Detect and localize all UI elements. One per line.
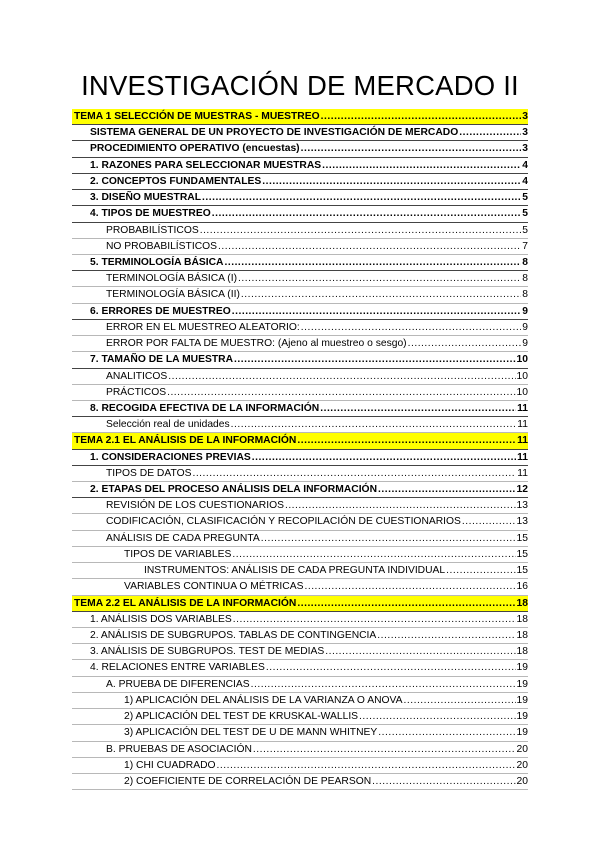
toc-entry-page-number: 11: [517, 435, 528, 447]
toc-entry[interactable]: [72, 190, 528, 206]
toc-entry-label: VARIABLES CONTINUA O MÉTRICAS: [124, 581, 304, 593]
toc-entry-label: 4. RELACIONES ENTRE VARIABLES: [90, 662, 265, 674]
toc-entry-label: 5. TERMINOLOGÍA BÁSICA: [90, 256, 224, 268]
toc-dot-leader: [378, 725, 515, 741]
toc-dot-leader: [301, 141, 522, 157]
toc-entry[interactable]: [72, 612, 528, 628]
toc-entry-page-number: 15: [516, 532, 528, 544]
toc-entry-label: 3. DISEÑO MUESTRAL: [90, 192, 201, 204]
toc-entry[interactable]: [72, 158, 528, 174]
toc-entry-page-number: 10: [516, 386, 528, 398]
toc-dot-leader: [231, 417, 517, 433]
toc-entry-label: 8. RECOGIDA EFECTIVA DE LA INFORMACIÓN: [90, 402, 320, 414]
toc-entry-page-number: 7: [522, 240, 528, 252]
toc-entry[interactable]: [72, 287, 528, 303]
toc-dot-leader: [446, 563, 515, 579]
toc-entry-page-number: 15: [516, 565, 528, 577]
toc-entry[interactable]: [72, 758, 528, 774]
toc-entry[interactable]: [72, 450, 528, 466]
table-of-contents: [72, 109, 528, 790]
toc-entry-label: 1. CONSIDERACIONES PREVIAS: [90, 451, 251, 463]
toc-entry-label: Selección real de unidades: [106, 419, 230, 431]
toc-entry-page-number: 19: [516, 662, 528, 674]
toc-dot-leader: [218, 239, 521, 255]
toc-entry-label: 1. RAZONES PARA SELECCIONAR MUESTRAS: [90, 159, 322, 171]
toc-dot-leader: [359, 709, 515, 725]
toc-entry-page-number: 15: [516, 548, 528, 560]
toc-entry[interactable]: [72, 628, 528, 644]
toc-entry[interactable]: [72, 660, 528, 676]
toc-entry-label: INSTRUMENTOS: ANÁLISIS DE CADA PREGUNTA INDIVIDUAL: [144, 565, 446, 577]
toc-dot-leader: [232, 304, 522, 320]
toc-entry-label: A. PRUEBA DE DIFERENCIAS: [106, 678, 250, 690]
toc-entry[interactable]: [72, 336, 528, 352]
toc-entry-page-number: 11: [517, 451, 528, 463]
toc-entry[interactable]: [72, 644, 528, 660]
toc-dot-leader: [322, 158, 521, 174]
toc-entry-page-number: 8: [522, 289, 528, 301]
toc-entry-label: 2. ANÁLISIS DE SUBGRUPOS. TABLAS DE CONTINGENCIA: [90, 630, 377, 641]
toc-entry-label: 2. ETAPAS DEL PROCESO ANÁLISIS DELA INFORMACIÓN: [90, 484, 377, 496]
toc-entry[interactable]: [72, 514, 528, 530]
toc-entry[interactable]: [72, 742, 528, 758]
toc-dot-leader: [224, 255, 521, 271]
toc-entry-label: 3. ANÁLISIS DE SUBGRUPOS. TEST DE MEDIAS: [90, 646, 325, 658]
toc-dot-leader: [167, 385, 515, 401]
toc-dot-leader: [253, 742, 516, 758]
toc-entry-page-number: 5: [522, 224, 528, 236]
toc-entry-page-number: 8: [522, 256, 528, 268]
toc-entry-page-number: 19: [516, 694, 528, 706]
toc-dot-leader: [233, 612, 516, 628]
toc-dot-leader: [297, 433, 516, 449]
toc-dot-leader: [408, 336, 522, 352]
toc-entry[interactable]: [72, 125, 528, 141]
toc-entry-label: ERROR EN EL MUESTREO ALEATORIO:: [106, 321, 300, 333]
toc-dot-leader: [321, 109, 522, 125]
toc-entry-page-number: 8: [522, 273, 528, 285]
toc-entry-page-number: 9: [522, 305, 528, 317]
toc-entry-page-number: 16: [516, 581, 528, 593]
toc-entry[interactable]: [72, 352, 528, 368]
toc-entry-page-number: 18: [516, 646, 528, 658]
toc-entry-page-number: 19: [516, 711, 528, 723]
toc-dot-leader: [252, 450, 516, 466]
toc-dot-leader: [462, 514, 516, 530]
toc-entry-page-number: 11: [517, 419, 528, 431]
toc-entry[interactable]: [72, 223, 528, 239]
toc-entry-page-number: 11: [517, 402, 528, 414]
toc-entry-page-number: 18: [516, 630, 528, 641]
toc-entry-page-number: 11: [517, 467, 528, 479]
toc-chapter-entry[interactable]: [72, 433, 528, 449]
toc-entry-label: 3) APLICACIÓN DEL TEST DE U DE MANN WHITNEY: [124, 727, 378, 739]
toc-entry-label: PROCEDIMIENTO OPERATIVO (encuestas): [90, 143, 300, 155]
toc-dot-leader: [251, 677, 516, 693]
toc-dot-leader: [238, 271, 521, 287]
toc-entry[interactable]: [72, 466, 528, 482]
toc-entry-label: TERMINOLOGÍA BÁSICA (II): [106, 289, 240, 301]
toc-dot-leader: [192, 466, 516, 482]
toc-dot-leader: [325, 644, 515, 660]
toc-entry[interactable]: [72, 385, 528, 401]
toc-entry[interactable]: [72, 206, 528, 222]
toc-entry-page-number: 18: [516, 613, 528, 625]
toc-dot-leader: [372, 774, 515, 790]
toc-entry-page-number: 3: [522, 143, 528, 155]
toc-entry[interactable]: [72, 320, 528, 336]
toc-entry-label: NO PROBABILÍSTICOS: [106, 240, 218, 252]
toc-entry-label: TEMA 2.2 EL ANÁLISIS DE LA INFORMACIÓN: [74, 597, 297, 609]
toc-entry[interactable]: [72, 547, 528, 563]
toc-entry[interactable]: [72, 174, 528, 190]
toc-dot-leader: [320, 401, 516, 417]
toc-entry-label: PROBABILÍSTICOS: [106, 224, 199, 236]
toc-entry[interactable]: [72, 255, 528, 271]
toc-entry-label: 6. ERRORES DE MUESTREO: [90, 305, 231, 317]
toc-entry[interactable]: [72, 401, 528, 417]
toc-entry-label: 1. ANÁLISIS DOS VARIABLES: [90, 613, 232, 625]
toc-dot-leader: [262, 174, 521, 190]
document-title: INVESTIGACIÓN DE MERCADO II: [81, 70, 519, 101]
toc-entry-label: TEMA 2.1 EL ANÁLISIS DE LA INFORMACIÓN: [74, 435, 297, 447]
toc-entry[interactable]: [72, 482, 528, 498]
toc-dot-leader: [378, 482, 516, 498]
toc-entry-label: REVISIÓN DE LOS CUESTIONARIOS: [106, 500, 284, 512]
toc-entry[interactable]: [72, 141, 528, 157]
toc-entry-label: 4. TIPOS DE MUESTREO: [90, 208, 211, 220]
toc-dot-leader: [377, 628, 515, 644]
toc-entry-page-number: 3: [522, 127, 528, 139]
toc-entry-label: PRÁCTICOS: [106, 386, 167, 398]
toc-entry-page-number: 10: [516, 354, 528, 366]
toc-dot-leader: [168, 369, 515, 385]
toc-entry[interactable]: [72, 239, 528, 255]
toc-entry[interactable]: [72, 677, 528, 693]
toc-entry-label: 1) APLICACIÓN DEL ANÁLISIS DE LA VARIANZA O ANOVA: [124, 694, 403, 706]
toc-entry-label: ANÁLISIS DE CADA PREGUNTA: [106, 532, 260, 544]
toc-entry-page-number: 9: [522, 321, 528, 333]
toc-entry-label: SISTEMA GENERAL DE UN PROYECTO DE INVESTIGACIÓN DE MERCADO: [90, 127, 459, 139]
toc-entry[interactable]: [72, 709, 528, 725]
toc-dot-leader: [301, 320, 521, 336]
toc-entry[interactable]: [72, 579, 528, 595]
toc-entry[interactable]: [72, 693, 528, 709]
toc-dot-leader: [234, 352, 516, 368]
toc-dot-leader: [241, 287, 521, 303]
toc-entry-label: 1) CHI CUADRADO: [124, 759, 216, 771]
toc-entry-page-number: 20: [516, 743, 528, 755]
toc-dot-leader: [297, 596, 515, 612]
toc-chapter-entry[interactable]: [72, 596, 528, 612]
toc-entry-label: 2. CONCEPTOS FUNDAMENTALES: [90, 175, 262, 187]
toc-entry-page-number: 13: [516, 500, 528, 512]
toc-entry[interactable]: [72, 531, 528, 547]
toc-entry-page-number: 12: [516, 484, 528, 496]
toc-entry-page-number: 9: [522, 338, 528, 350]
toc-entry-page-number: 3: [522, 111, 528, 122]
toc-dot-leader: [202, 190, 521, 206]
toc-dot-leader: [459, 125, 521, 141]
toc-entry-label: ERROR POR FALTA DE MUESTRO: (Ajeno al muestreo o sesgo): [106, 338, 407, 350]
toc-entry-page-number: 18: [516, 597, 528, 609]
toc-entry-page-number: 19: [516, 727, 528, 739]
toc-dot-leader: [266, 660, 516, 676]
toc-entry-page-number: 20: [516, 759, 528, 771]
toc-entry-label: TEMA 1 SELECCIÓN DE MUESTRAS - MUESTREO: [74, 111, 320, 122]
toc-entry-label: ANALITICOS: [106, 370, 168, 382]
toc-entry[interactable]: [72, 271, 528, 287]
toc-entry[interactable]: [72, 417, 528, 433]
toc-entry-page-number: 5: [522, 192, 528, 204]
toc-dot-leader: [200, 223, 522, 239]
toc-entry-label: 7. TAMAÑO DE LA MUESTRA: [90, 354, 234, 366]
toc-entry-page-number: 4: [522, 159, 528, 171]
toc-dot-leader: [261, 531, 516, 547]
toc-entry-page-number: 4: [522, 175, 528, 187]
toc-dot-leader: [304, 579, 515, 595]
toc-dot-leader: [285, 498, 516, 514]
toc-entry[interactable]: [72, 304, 528, 320]
toc-dot-leader: [212, 206, 522, 222]
toc-entry[interactable]: [72, 369, 528, 385]
toc-entry-label: TIPOS DE DATOS: [106, 467, 192, 479]
toc-entry[interactable]: [72, 498, 528, 514]
toc-entry-page-number: 10: [516, 370, 528, 382]
toc-entry-label: TERMINOLOGÍA BÁSICA (I): [106, 273, 238, 285]
toc-entry-page-number: 5: [522, 208, 528, 220]
toc-dot-leader: [232, 547, 515, 563]
toc-entry[interactable]: [72, 563, 528, 579]
toc-dot-leader: [217, 758, 516, 774]
toc-entry-page-number: 20: [516, 775, 528, 787]
toc-dot-leader: [404, 693, 516, 709]
toc-entry-label: TIPOS DE VARIABLES: [124, 548, 232, 560]
toc-entry-label: CODIFICACIÓN, CLASIFICACIÓN Y RECOPILACIÓN DE CUESTIONARIOS: [106, 516, 461, 528]
toc-entry-page-number: 19: [516, 678, 528, 690]
toc-entry-label: B. PRUEBAS DE ASOCIACIÓN: [106, 743, 252, 755]
toc-entry[interactable]: [72, 774, 528, 790]
toc-entry[interactable]: [72, 725, 528, 741]
toc-chapter-entry[interactable]: [72, 109, 528, 125]
toc-entry-label: 2) APLICACIÓN DEL TEST DE KRUSKAL-WALLIS: [124, 711, 359, 723]
toc-entry-label: 2) COEFICIENTE DE CORRELACIÓN DE PEARSON: [124, 775, 372, 787]
toc-entry-page-number: 13: [516, 516, 528, 528]
